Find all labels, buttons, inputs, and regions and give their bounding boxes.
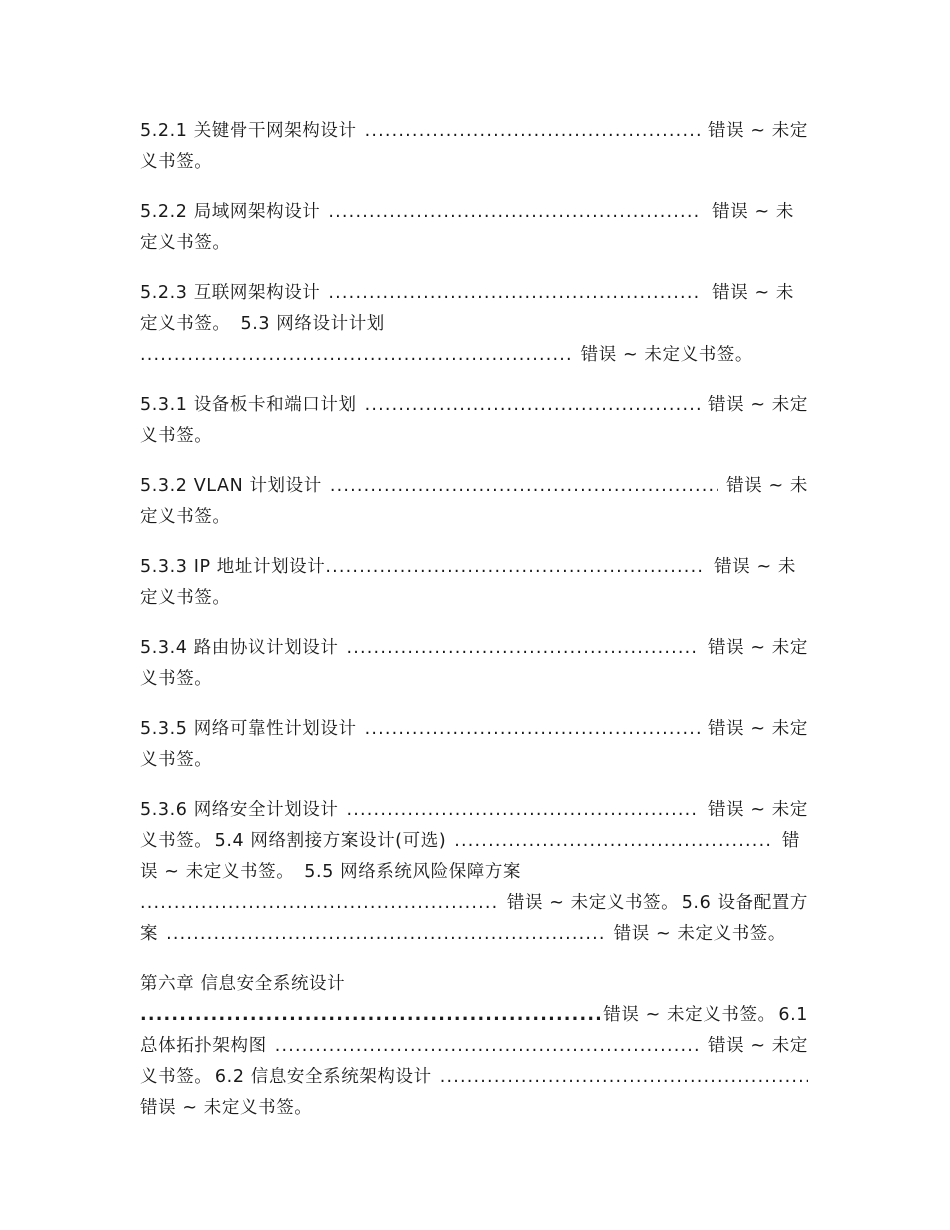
toc-entry-continuation: 定义书签。	[140, 314, 231, 334]
dot-leader	[166, 919, 606, 950]
dot-leader	[347, 795, 701, 826]
toc-entry-5-3-5	[140, 714, 808, 745]
dot-leader	[440, 1062, 808, 1093]
toc-entry-6-1-title: 总体拓扑架构图	[140, 1036, 267, 1056]
toc-entry-title: 5.2.1 关键骨干网架构设计	[140, 121, 357, 141]
toc-entry-5-4-title: 5.4 网络割接方案设计(可选)	[214, 831, 447, 851]
toc-entry-title: 5.3.1 设备板卡和端口计划	[140, 395, 357, 415]
toc-entry-page-ref: 错误 ~ 未定	[708, 1036, 808, 1056]
toc-entry-5-2-1	[140, 116, 808, 147]
toc-entry-page-ref: 错误 ~ 未定	[708, 638, 808, 658]
toc-entry-title: 5.3.4 路由协议计划设计	[140, 638, 339, 658]
toc-entry-title: 5.2.3 互联网架构设计	[140, 283, 321, 303]
toc-entry-continuation: 义书签。	[140, 152, 213, 172]
dot-leader	[365, 116, 700, 147]
dot-leader	[328, 278, 700, 309]
toc-entry-continuation: 定义书签。	[140, 588, 231, 608]
toc-entry-continuation: 义书签。	[140, 669, 213, 689]
toc-entry-title: 5.3.5 网络可靠性计划设计	[140, 719, 357, 739]
dot-leader	[140, 1000, 601, 1031]
toc-entry-5-3-1	[140, 390, 808, 421]
toc-entry-5-3-6	[140, 795, 808, 826]
toc-entry-5-3-2	[140, 471, 808, 502]
toc-entry-5-3-3	[140, 552, 808, 583]
toc-entry-page-ref: 错误 ~ 未定	[708, 719, 808, 739]
toc-entry-continuation: 案	[140, 924, 159, 944]
toc-entry-page-ref: 错误 ~ 未定义书签。	[140, 1098, 313, 1118]
toc-entry-continuation: 误 ~ 未定义书签。	[140, 862, 295, 882]
dot-leader	[330, 471, 718, 502]
toc-entry-continuation: 义书签。	[140, 750, 213, 770]
toc-entry-title: 5.2.2 局域网架构设计	[140, 202, 321, 222]
toc-page	[140, 116, 808, 1124]
toc-entry-5-6-title: 5.6 设备配置方	[681, 893, 808, 913]
dot-leader	[325, 552, 704, 583]
toc-entry-continuation: 义书签。	[140, 426, 213, 446]
toc-entry-6-2-title: 6.2 信息安全系统架构设计	[214, 1067, 432, 1087]
toc-entry-continuation: 定义书签。	[140, 507, 231, 527]
toc-chapter-6	[140, 969, 808, 1000]
toc-entry-page-ref: 错	[781, 831, 800, 851]
toc-entry-continuation: 义书签。	[140, 1067, 213, 1087]
toc-entry-5-5-title: 5.5 网络系统风险保障方案	[304, 862, 522, 882]
dot-leader	[275, 1031, 700, 1062]
toc-entry-page-ref: 错误 ~ 未	[712, 202, 794, 222]
toc-entry-page-ref: 错误 ~ 未定义书签。	[613, 924, 786, 944]
toc-entry-5-2-2	[140, 197, 808, 228]
dot-leader	[140, 888, 499, 919]
toc-entry-page-ref: 错误 ~ 未定义书签。	[506, 893, 680, 913]
dot-leader	[365, 714, 700, 745]
dot-leader	[347, 633, 701, 664]
dot-leader	[328, 197, 700, 228]
toc-entry-6-1-number: 6.1	[778, 1005, 808, 1025]
toc-entry-page-ref: 错误 ~ 未定义书签。	[603, 1005, 776, 1025]
toc-entry-5-3-title: 5.3 网络设计计划	[240, 314, 385, 334]
toc-entry-title: 5.3.3 IP 地址计划设计	[140, 557, 326, 577]
toc-entry-page-ref: 错误 ~ 未定义书签。	[580, 345, 753, 365]
toc-entry-page-ref: 错误 ~ 未定	[708, 121, 808, 141]
toc-entry-page-ref: 错误 ~ 未	[712, 283, 794, 303]
toc-entry-5-3-4	[140, 633, 808, 664]
toc-entry-5-2-3	[140, 278, 808, 309]
toc-entry-page-ref: 错误 ~ 未定	[708, 800, 808, 820]
toc-entry-title: 5.3.2 VLAN 计划设计	[140, 476, 322, 496]
dot-leader	[454, 826, 774, 857]
toc-entry-continuation: 定义书签。	[140, 233, 231, 253]
toc-entry-page-ref: 错误 ~ 未	[714, 557, 796, 577]
toc-entry-title: 5.3.6 网络安全计划设计	[140, 800, 339, 820]
dot-leader	[140, 340, 573, 371]
toc-entry-page-ref: 错误 ~ 未	[726, 476, 808, 496]
toc-chapter-title: 第六章 信息安全系统设计	[140, 974, 346, 994]
dot-leader	[365, 390, 700, 421]
toc-entry-page-ref: 错误 ~ 未定	[708, 395, 808, 415]
toc-entry-continuation: 义书签。	[140, 831, 213, 851]
